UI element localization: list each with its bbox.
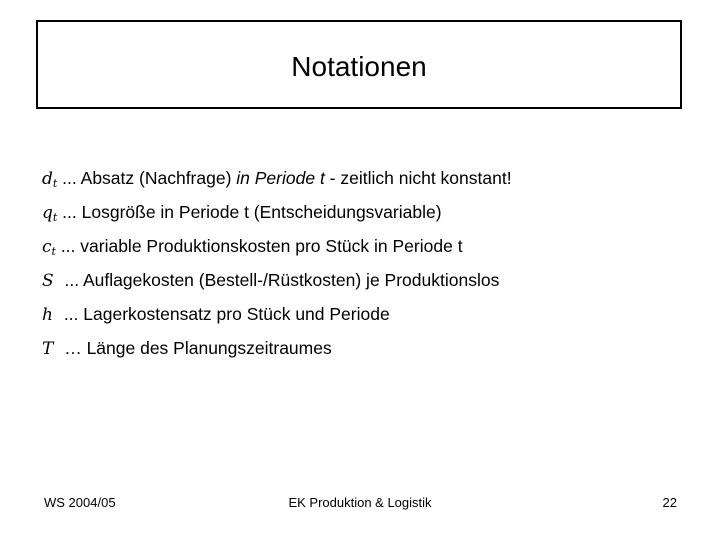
notation-symbol-base: h xyxy=(42,305,53,325)
notation-symbol-base: c xyxy=(42,237,52,257)
notation-description xyxy=(60,270,500,291)
title-box xyxy=(36,20,682,109)
footer-course: EK Produktion & Logistik xyxy=(288,495,432,510)
notation-symbol-base: S xyxy=(42,271,54,291)
notation-symbol-base: d xyxy=(42,169,53,189)
footer-page-number: 22 xyxy=(662,495,677,510)
notation-symbol-base: T xyxy=(42,339,54,359)
notation-symbol xyxy=(42,339,53,359)
notation-symbol-subscript: t xyxy=(52,211,58,224)
notation-description-text: ... variable Produktionskosten pro Stück in Periode t xyxy=(55,236,463,256)
notation-symbol-base: q xyxy=(42,203,53,223)
notation-row xyxy=(42,338,332,364)
notation-row xyxy=(42,270,499,296)
notation-symbol xyxy=(42,237,56,257)
notation-description-text: ... Auflagekosten (Bestell-/Rüstkosten) je Produktionslos xyxy=(59,270,500,290)
notation-description xyxy=(57,202,441,223)
notation-symbol-subscript: t xyxy=(51,245,56,258)
notation-description xyxy=(59,304,390,325)
notation-description xyxy=(57,168,511,189)
notation-description-text: … Länge des Planungszeitraumes xyxy=(59,338,332,358)
notation-description-italic: in Periode t xyxy=(236,168,325,188)
notation-description xyxy=(56,236,463,257)
notation-description xyxy=(59,338,331,359)
slide-title: Notationen xyxy=(291,50,427,82)
footer-semester: WS 2004/05 xyxy=(44,495,116,510)
notation-symbol xyxy=(42,271,54,291)
notation-description-text: - zeitlich nicht konstant! xyxy=(324,168,512,188)
notation-symbol xyxy=(42,169,57,189)
notation-symbol xyxy=(42,203,57,223)
notation-row xyxy=(42,202,442,228)
notation-symbol xyxy=(42,305,53,325)
notation-row xyxy=(42,168,512,194)
notation-description-text: ... Losgröße in Periode t (Entscheidungsvariable) xyxy=(57,202,442,222)
notation-description-text: ... Absatz (Nachfrage) xyxy=(57,168,237,188)
notation-symbol-subscript: t xyxy=(52,177,58,190)
notation-description-text: ... Lagerkostensatz pro Stück und Periode xyxy=(58,304,390,324)
notation-row xyxy=(42,236,463,262)
notation-row xyxy=(42,304,390,330)
